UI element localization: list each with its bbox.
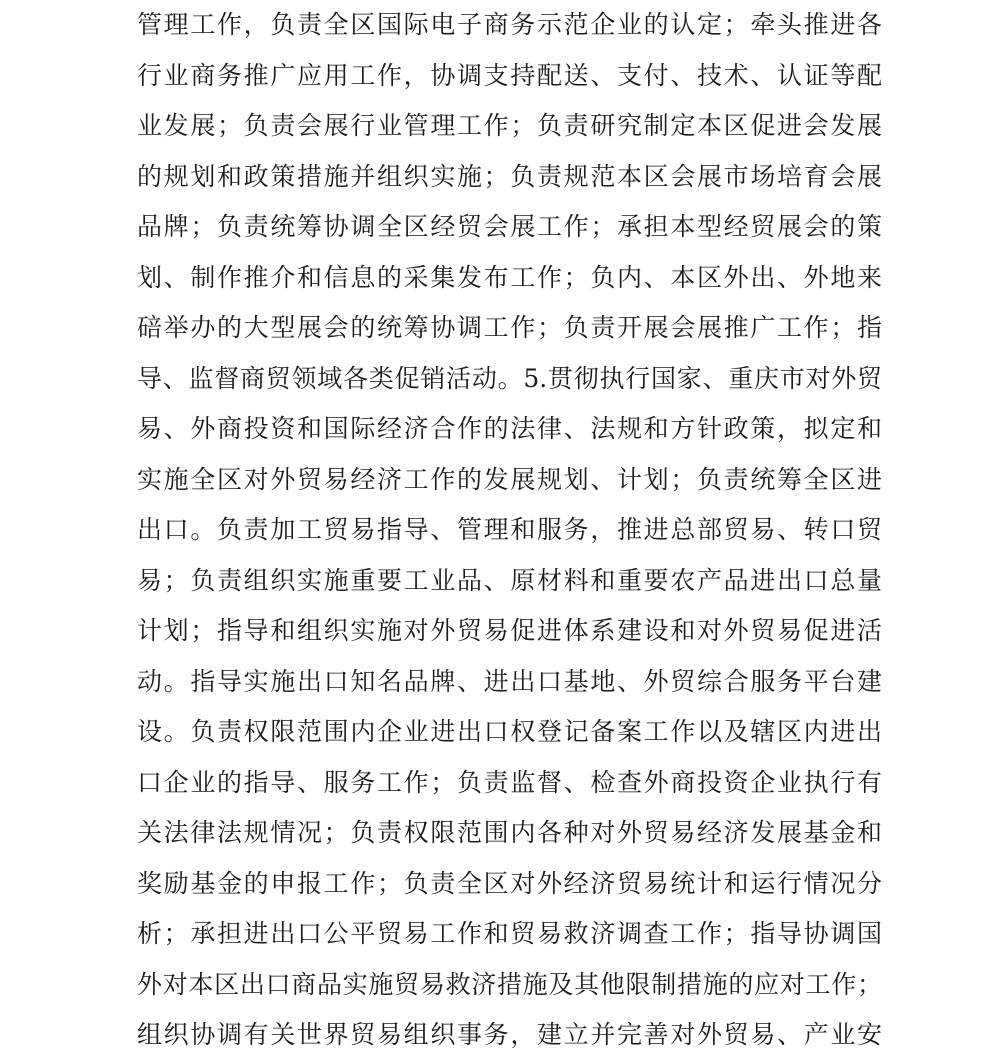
- text-line: 易、外商投资和国际经济合作的法律、法规和方针政策，拟定和: [137, 414, 882, 443]
- text-line: 的规划和政策措施并组织实施；负责规范本区会展市场培育会展: [137, 161, 882, 191]
- text-line: 划、制作推介和信息的采集发布工作；负内、本区外出、外地来: [137, 262, 882, 292]
- text-line: 动。指导实施出口知名品牌、进出口基地、外贸综合服务平台建: [137, 666, 882, 696]
- text-line: 奖励基金的申报工作；负责全区对外经济贸易统计和运行情况分: [137, 868, 882, 898]
- text-line: 品牌；负责统筹协调全区经贸会展工作；承担本型经贸展会的策: [137, 212, 882, 241]
- text-line: 业发展；负责会展行业管理工作；负责研究制定本区促进会发展: [137, 111, 882, 140]
- text-line: 碚举办的大型展会的统筹协调工作；负责开展会展推广工作；指: [137, 313, 882, 342]
- text-line: 关法律法规情况；负责权限范围内各种对外贸易经济发展基金和: [137, 818, 882, 847]
- body-text: [137, 0, 882, 1061]
- text-line: 设。负责权限范围内企业进出口权登记备案工作以及辖区内进出: [137, 717, 882, 746]
- text-line: 实施全区对外贸易经济工作的发展规划、计划；负责统筹全区进: [137, 464, 882, 494]
- text-line: 导、监督商贸领域各类促销活动。5.贯彻执行国家、重庆市对外贸: [137, 363, 882, 393]
- text-line: 易；负责组织实施重要工业品、原材料和重要农产品进出口总量: [137, 565, 882, 595]
- text-line: 外对本区出口商品实施贸易救济措施及其他限制措施的应对工作；: [137, 969, 882, 999]
- text-line: 析；承担进出口公平贸易工作和贸易救济调查工作；指导协调国: [137, 919, 882, 948]
- text-line: 出口。负责加工贸易指导、管理和服务，推进总部贸易、转口贸: [137, 515, 882, 544]
- text-line: 行业商务推广应用工作，协调支持配送、支付、技术、认证等配: [137, 60, 882, 90]
- text-line: 计划；指导和组织实施对外贸易促进体系建设和对外贸易促进活: [137, 616, 882, 645]
- text-line: 组织协调有关世界贸易组织事务，建立并完善对外贸易、产业安: [137, 1020, 882, 1049]
- text-line: 口企业的指导、服务工作；负责监督、检查外商投资企业执行有: [137, 767, 882, 797]
- text-line: 管理工作，负责全区国际电子商务示范企业的认定；牵头推进各: [137, 10, 882, 39]
